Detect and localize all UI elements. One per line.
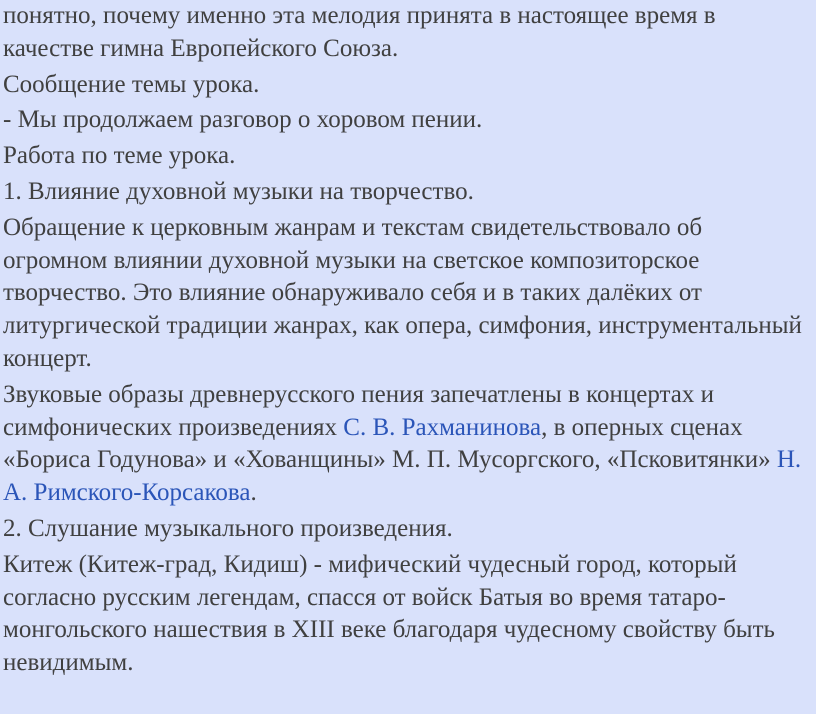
paragraph-anthem: понятно, почему именно эта мелодия принята в настоящее время в качестве гимна Европейского Союза. — [3, 2, 716, 62]
link-rimsky-korsakov[interactable]: Н. А. Римского-Корсакова — [3, 446, 802, 507]
paragraph-lesson-topic: Сообщение темы урока. — [3, 70, 260, 98]
paragraph-sound-images — [3, 379, 808, 510]
paragraph-lesson-work: Работа по теме урока. — [3, 142, 236, 170]
text-segment: Звуковые образы древнерусского пения запечатлены в концертах и симфонических произведениях — [3, 380, 714, 441]
link-rachmaninov[interactable]: С. В. Рахманинова — [343, 413, 542, 441]
paragraph-church-genres: Обращение к церковным жанрам и текстам свидетельствовало об огромном влиянии духовной музыки на светское композиторское творчество. Это влияние обнаруживало себя и в таких далёких от литургической традиции жанрах, как опера, симфония, инструментальный концерт. — [3, 213, 802, 372]
paragraph-choral-singing: - Мы продолжаем разговор о хоровом пении. — [3, 106, 483, 134]
paragraph-kitezh: Китеж (Китеж-град, Кидиш) - мифический чудесный город, который согласно русским легендам, спасся от войск Батыя во время татаро-монгольского нашествия в XIII веке благодаря чудесному свойству быть невидимым. — [3, 550, 775, 677]
heading-listening: 2. Слушание музыкального произведения. — [3, 514, 453, 542]
text-segment: . — [250, 479, 257, 507]
heading-spiritual-music: 1. Влияние духовной музыки на творчество. — [3, 177, 474, 205]
text-segment: , в оперных сценах «Бориса Годунова» и «Хованщины» М. П. Мусоргского, «Псковитянки» — [3, 413, 777, 474]
